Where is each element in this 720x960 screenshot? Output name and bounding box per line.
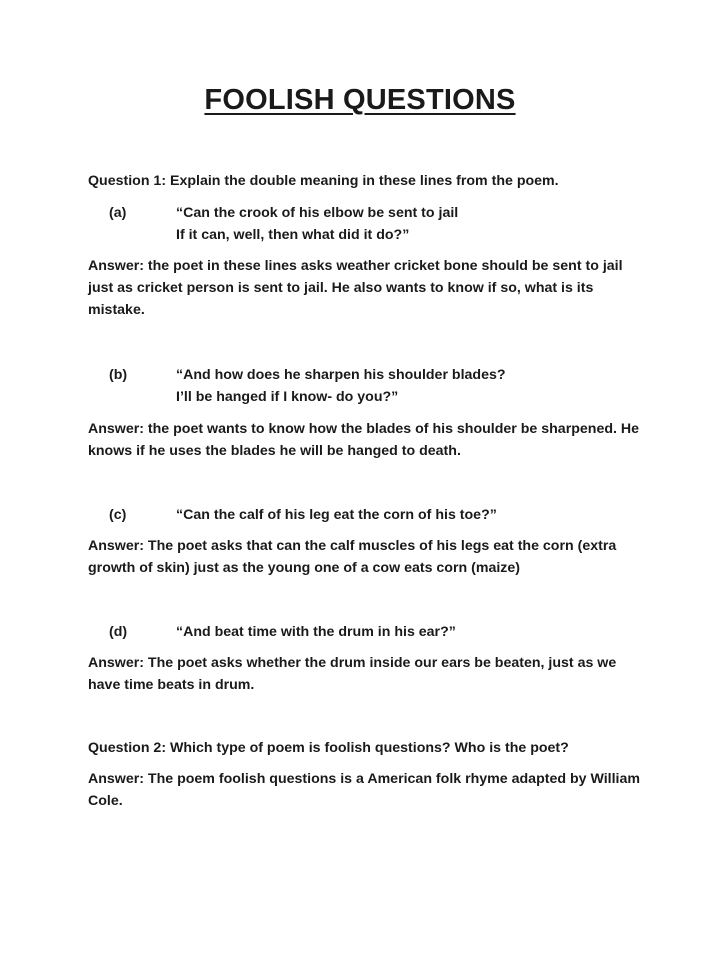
answer-d: Answer: The poet asks whether the drum inside our ears be beaten, just as we have time beats in drum. [88, 655, 617, 693]
item-label: (d) [109, 624, 128, 640]
quote-line: “And beat time with the drum in his ear?” [176, 624, 456, 640]
item-label: (c) [109, 507, 127, 523]
document-title: FOOLISH QUESTIONS [204, 84, 516, 116]
item-label: (b) [109, 367, 128, 383]
quote-line: “Can the calf of his leg eat the corn of his toe?” [176, 507, 497, 523]
quote-item-c [88, 504, 648, 526]
question-2-text: Question 2: Which type of poem is foolish questions? Who is the poet? [88, 740, 569, 756]
answer-c: Answer: The poet asks that can the calf muscles of his legs eat the corn (extra growth of skin) just as the young one of a cow eats corn (maize) [88, 538, 617, 576]
quote-line: “Can the crook of his elbow be sent to jail [176, 205, 459, 221]
answer-question-2: Answer: The poem foolish questions is a American folk rhyme adapted by William Cole. [88, 771, 640, 809]
quote-line: If it can, well, then what did it do?” [176, 227, 410, 243]
quote-item-b [88, 364, 648, 408]
quote-line: I’ll be hanged if I know- do you?” [176, 389, 399, 405]
quote-item-d [88, 621, 648, 643]
quote-lines [176, 621, 646, 643]
item-label: (a) [109, 205, 127, 221]
quote-lines [176, 504, 646, 526]
quote-lines [176, 364, 646, 408]
answer-b: Answer: the poet wants to know how the blades of his shoulder be sharpened. He knows if he uses the blades he will be hanged to death. [88, 421, 640, 459]
quote-item-a [88, 202, 648, 246]
question-1-text: Question 1: Explain the double meaning in these lines from the poem. [88, 173, 559, 189]
answer-a: Answer: the poet in these lines asks weather cricket bone should be sent to jail just as cricket person is sent to jail. He also wants to know if so, what is its mistake. [88, 258, 623, 318]
quote-lines [176, 202, 646, 246]
quote-line: “And how does he sharpen his shoulder blades? [176, 367, 506, 383]
